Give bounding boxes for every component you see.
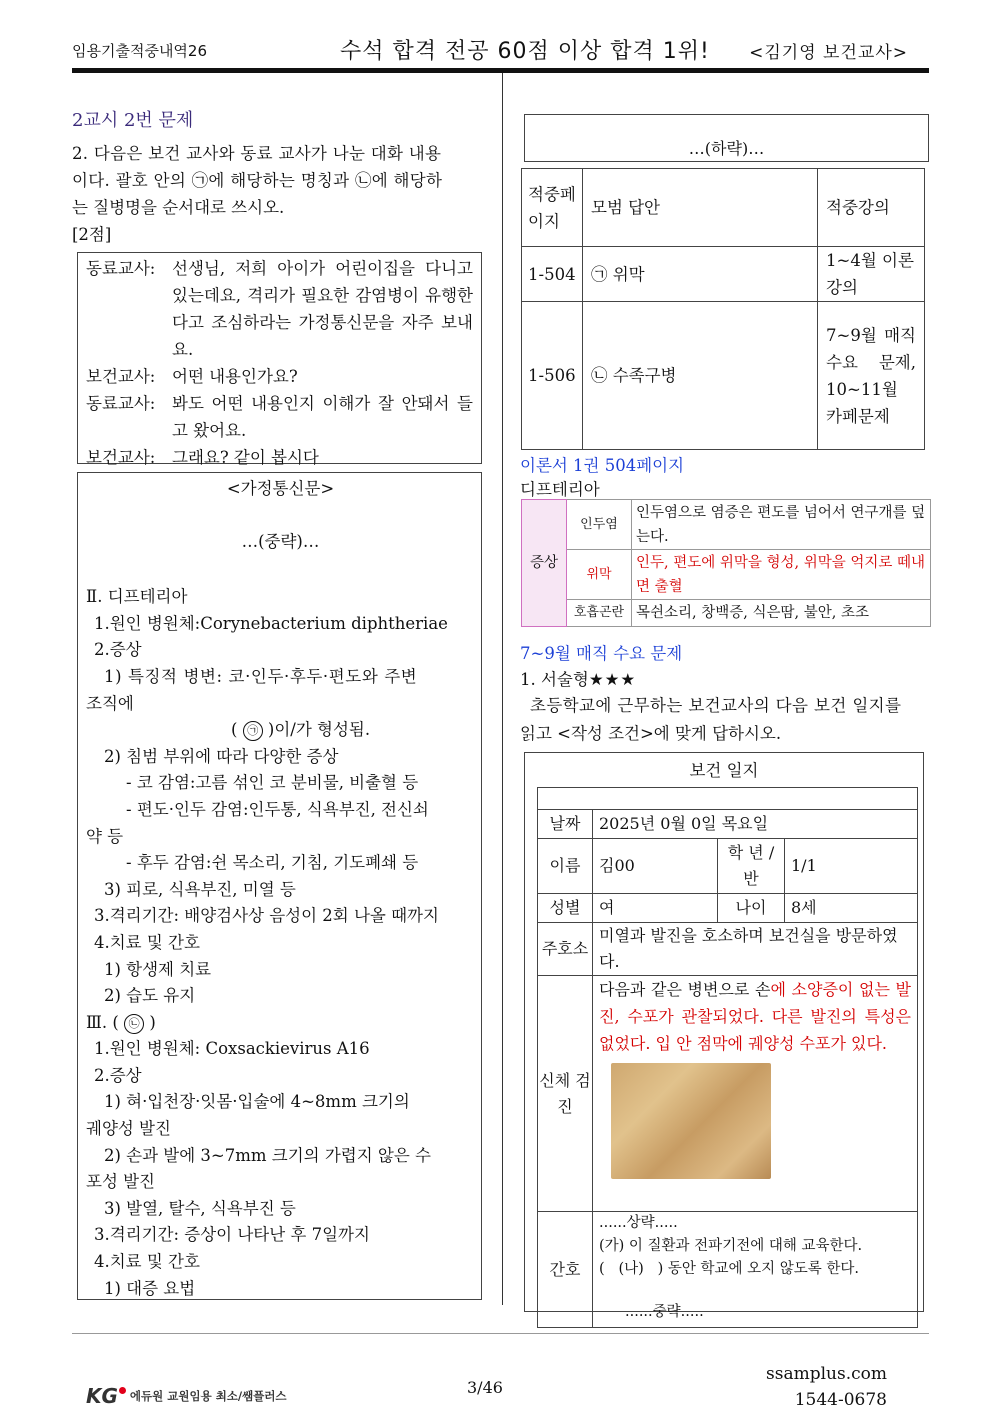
notice-line: 포성 발진: [86, 1172, 156, 1192]
journal-care-label: 간호: [538, 1212, 593, 1328]
notice-line: 3.격리기간: 배양검사상 음성이 2회 나올 때까지: [94, 906, 439, 926]
question-line-3: 는 질병명을 순서대로 쓰시오.: [72, 198, 285, 217]
journal-sex-label: 성별: [538, 894, 593, 923]
header-rule: [72, 68, 929, 73]
symptom-text-highlight: 인두, 편도에 위막을 형성, 위막을 억지로 떼내면 출혈: [632, 550, 931, 600]
journal-class-label: 학 년 / 반: [718, 839, 785, 894]
answer-header-answer: 모범 답안: [583, 169, 818, 247]
journal-title: 보건 일지: [689, 761, 759, 780]
journal-date: 2025년 0월 0일 목요일: [593, 810, 918, 839]
answer-table: [521, 168, 925, 450]
dialogue-text: 그래요? 같이 봅시다: [172, 448, 319, 467]
dialogue-speaker: 보건교사:: [86, 448, 156, 467]
symptom-group: 증상: [522, 500, 567, 627]
notice-line: 3) 발열, 탈수, 식욕부진 등: [104, 1198, 296, 1218]
symptom-table: [521, 499, 931, 627]
journal-exam-label: 신체 검진: [538, 976, 593, 1212]
journal-care: [593, 1212, 918, 1328]
answer-text: ㉠ 위막: [583, 247, 818, 302]
notice-omitted: …(중략)…: [241, 531, 320, 551]
blank-marker-2: ㉡: [124, 1014, 144, 1034]
star-rating: ★★★: [588, 670, 637, 689]
symptom-label: 호흡곤란: [567, 600, 632, 627]
answer-text: ㉡ 수족구병: [583, 302, 818, 450]
question-line-2: 이다. 괄호 안의 ㉠에 해당하는 명칭과 ㉡에 해당하: [72, 171, 443, 190]
answer-header-lecture: 적중강의: [818, 169, 925, 247]
top-omitted: …(하략)…: [688, 139, 765, 158]
dialogue-row: [86, 444, 473, 471]
answer-header-page: 적중페이지: [522, 169, 583, 247]
answer-lecture: 7~9월 매직 수요 문제, 10~11월 카페문제: [818, 302, 925, 450]
journal-exam-plain: 다음과 같은 병변으로 손: [599, 980, 771, 999]
notice-line: 약 등: [86, 826, 124, 846]
hand-rash-photo: [611, 1063, 771, 1179]
notice-line: 3) 피로, 식욕부진, 미열 등: [104, 879, 296, 899]
question-line-1: 2. 다음은 보건 교사와 동료 교사가 나눈 대화 내용: [72, 144, 442, 163]
health-journal: [524, 752, 924, 1320]
dialogue-text: 봐도 어떤 내용인지 이해가 잘 안돼서 들고 왔어요.: [172, 394, 473, 440]
logo-kg: KG: [86, 1384, 118, 1408]
symptom-text: 인두염으로 염증은 편도를 넘어서 연구개를 덮는다.: [632, 500, 931, 550]
notice-line: 1.원인 병원체: Coxsackievirus A16: [94, 1039, 370, 1059]
answer-page: 1-504: [522, 247, 583, 302]
journal-table: [537, 787, 918, 1328]
notice-line: 4.치료 및 간호: [94, 1252, 200, 1272]
answer-lecture: 1~4월 이론강의: [818, 247, 925, 302]
notice-line-blank-2: Ⅲ. ( ㉡ ): [86, 1012, 156, 1032]
notice-line: 4.치료 및 간호: [94, 932, 200, 952]
logo-mark-icon: [119, 1387, 126, 1394]
reference-subject: 디프테리아: [520, 480, 600, 499]
footer-site: ssamplus.com: [766, 1364, 887, 1384]
notice-line: 2.증상: [94, 1065, 142, 1085]
journal-age-label: 나이: [718, 894, 785, 923]
notice-line: - 코 감염:고름 섞인 코 분비물, 비출혈 등: [126, 773, 419, 793]
notice-line: 1) 혀·입천장·잇몸·입술에 4~8mm 크기의: [104, 1092, 410, 1112]
footer-rule: [72, 1333, 929, 1334]
dialogue-row: [86, 390, 473, 444]
dialogue-row: [86, 255, 473, 363]
notice-line: 1) 대증 요법: [104, 1278, 196, 1298]
dialogue-text: 선생님, 저희 아이가 어린이집을 다니고 있는데요, 격리가 필요한 감염병이 유행한다고 조심하라는 가정통신문을 자주 보내요.: [172, 259, 473, 359]
footer-logo: [86, 1384, 287, 1408]
notice-line: - 편도·인두 감염:인두통, 식욕부진, 전신쇠: [126, 799, 429, 819]
section-title: 7~9월 매직 수요 문제: [520, 644, 683, 663]
symptom-label-highlight: 위막: [567, 550, 632, 600]
symptom-text: 목쉰소리, 창백증, 식은땀, 불안, 초조: [632, 600, 931, 627]
question-text: [72, 140, 482, 248]
journal-class: 1/1: [785, 839, 918, 894]
notice-line: 3.격리기간: 증상이 나타난 후 7일까지: [94, 1225, 370, 1245]
notice-line: 2) 침범 부위에 따라 다양한 증상: [104, 746, 339, 766]
journal-blank-row: [538, 788, 918, 810]
header-left: 임용기출적중내역26: [72, 42, 208, 60]
dialogue-text: 어떤 내용인가요?: [172, 367, 298, 386]
journal-exam-red: 에 소양증이 없는 발진, 수포가 관찰되었다. 다른 발진의 특성은 없었다. 입 안 점막에 궤양성 수포가 있다.: [599, 980, 911, 1053]
notice-line: 궤양성 발진: [86, 1119, 171, 1139]
notice-line: 1) 항생제 치료: [104, 959, 212, 979]
notice-line-blank-1: ( ㉠ )이/가 형성됨.: [231, 720, 371, 740]
question-title: 2교시 2번 문제: [72, 110, 194, 131]
header-right: <김기영 보건교사>: [749, 43, 908, 63]
notice-line: 2) 손과 발에 3~7mm 크기의 가렵지 않은 수: [104, 1145, 431, 1165]
care-line: ( (나) ) 동안 학교에 오지 않도록 한다.: [599, 1261, 860, 1277]
dialogue-box: [77, 252, 482, 467]
prompt-line-1: 초등학교에 근무하는 보건교사의 다음 보건 일지를: [530, 696, 902, 715]
journal-date-label: 날짜: [538, 810, 593, 839]
page-number: 3/46: [467, 1378, 503, 1397]
header-center: 수석 합격 전공 60점 이상 합격 1위!: [340, 39, 710, 64]
answer-page: 1-506: [522, 302, 583, 450]
top-omitted-box: [524, 114, 929, 162]
notice-line: 1) 특징적 병변: 코·인두·후두·편도와 주변: [104, 666, 418, 686]
symptom-label: 인두염: [567, 500, 632, 550]
blank-marker-1: ㉠: [243, 721, 263, 741]
journal-sex: 여: [593, 894, 718, 923]
care-line: ......상략.....: [599, 1215, 678, 1231]
prompt-line-2: 읽고 <작성 조건>에 맞게 답하시오.: [520, 724, 782, 743]
journal-name-label: 이름: [538, 839, 593, 894]
notice-line: 조직에: [86, 693, 134, 713]
item-title: 1. 서술형: [520, 670, 589, 689]
reference-title: 이론서 1권 504페이지: [520, 456, 685, 475]
notice-line: 2) 습도 유지: [104, 986, 196, 1006]
journal-exam: [593, 976, 918, 1212]
home-notice-box: [77, 472, 482, 1300]
dialogue-row: [86, 363, 473, 390]
journal-complaint: 미열과 발진을 호소하며 보건실을 방문하였다.: [593, 923, 918, 976]
journal-name: 김00: [593, 839, 718, 894]
prompt-text: [520, 692, 930, 748]
footer-phone: 1544-0678: [794, 1390, 887, 1410]
care-line: ......중략.....: [625, 1304, 704, 1320]
dialogue-speaker: 동료교사:: [86, 394, 156, 413]
dialogue-speaker: 보건교사:: [86, 367, 156, 386]
notice-line: 1.원인 병원체:Corynebacterium diphtheriae: [94, 613, 448, 633]
notice-line: 2.증상: [94, 640, 142, 660]
column-divider: [502, 73, 503, 1305]
journal-complaint-label: 주호소: [538, 923, 593, 976]
notice-line: - 후두 감염:쉰 목소리, 기침, 기도폐쇄 등: [126, 853, 419, 873]
item-title-row: [520, 666, 636, 690]
notice-line: Ⅱ. 디프테리아: [86, 587, 188, 607]
care-line: (가) 이 질환과 전파기전에 대해 교육한다.: [599, 1238, 863, 1254]
notice-title: <가정통신문>: [226, 479, 335, 498]
logo-text: 에듀원 교원임용 최소/쌤플러스: [129, 1389, 287, 1403]
question-points: [2점]: [72, 225, 112, 244]
journal-age: 8세: [785, 894, 918, 923]
dialogue-speaker: 동료교사:: [86, 259, 156, 278]
